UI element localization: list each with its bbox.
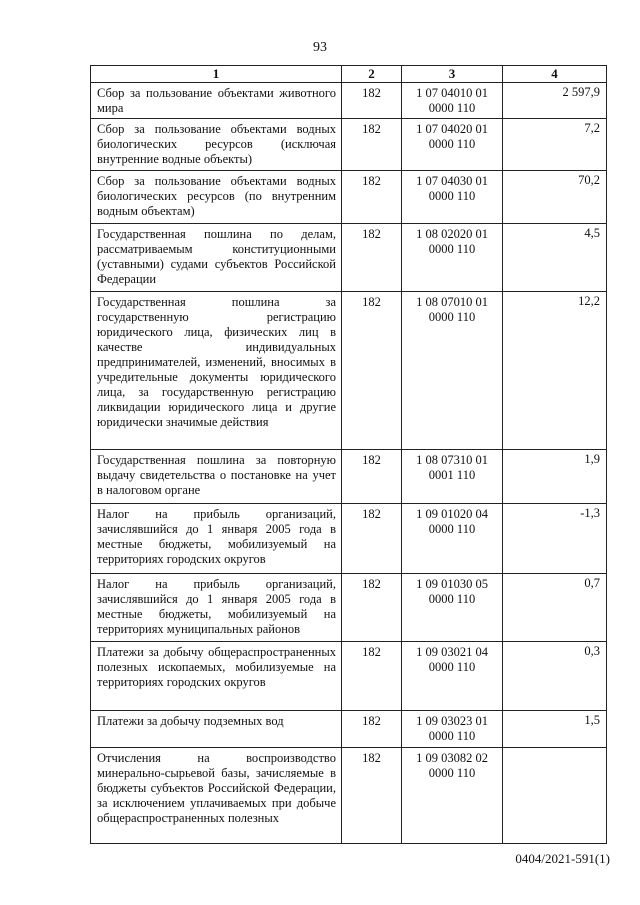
row-amount: 4,5: [503, 224, 607, 292]
row-name: Платежи за добычу подземных вод: [91, 711, 342, 748]
row-budget-code: 1 09 01020 04 0000 110: [402, 504, 503, 574]
row-admin-code: 182: [342, 748, 402, 844]
table-row: [91, 504, 607, 574]
row-budget-code: 1 07 04010 01 0000 110: [402, 83, 503, 119]
column-header-1: 1: [91, 66, 342, 83]
row-admin-code: 182: [342, 711, 402, 748]
row-amount: 1,9: [503, 450, 607, 504]
table-row: [91, 83, 607, 119]
row-name: Сбор за пользование объектами животного мира: [91, 83, 342, 119]
row-amount: [503, 748, 607, 844]
row-admin-code: 182: [342, 224, 402, 292]
row-name: Сбор за пользование объектами водных биологических ресурсов (исключая внутренние водные объекты): [91, 119, 342, 171]
row-admin-code: 182: [342, 504, 402, 574]
row-budget-code: 1 09 03082 02 0000 110: [402, 748, 503, 844]
row-budget-code: 1 08 07310 01 0001 110: [402, 450, 503, 504]
row-admin-code: 182: [342, 119, 402, 171]
row-amount: 0,3: [503, 642, 607, 711]
row-budget-code: 1 09 03021 04 0000 110: [402, 642, 503, 711]
row-name: Отчисления на воспроизводство минерально-сырьевой базы, зачисляемые в бюджеты субъектов Российской Федерации, за исключением уплачиваемых при добыче общераспространенных полезных: [91, 748, 342, 844]
column-header-4: 4: [503, 66, 607, 83]
table-row: [91, 642, 607, 711]
page-number: 93: [313, 40, 327, 55]
table-row: [91, 574, 607, 642]
row-amount: 2 597,9: [503, 83, 607, 119]
row-admin-code: 182: [342, 450, 402, 504]
table-row: [91, 224, 607, 292]
row-name: Налог на прибыль организаций, зачислявшийся до 1 января 2005 года в местные бюджеты, мобилизуемый на территориях муниципальных районов: [91, 574, 342, 642]
row-admin-code: 182: [342, 83, 402, 119]
revenue-table: [90, 65, 607, 844]
row-budget-code: 1 08 02020 01 0000 110: [402, 224, 503, 292]
table-row: [91, 711, 607, 748]
row-amount: 1,5: [503, 711, 607, 748]
row-admin-code: 182: [342, 642, 402, 711]
row-amount: 12,2: [503, 292, 607, 450]
table-row: [91, 748, 607, 844]
row-name: Государственная пошлина за повторную выдачу свидетельства о постановке на учет в налоговом органе: [91, 450, 342, 504]
row-budget-code: 1 09 03023 01 0000 110: [402, 711, 503, 748]
row-amount: -1,3: [503, 504, 607, 574]
row-admin-code: 182: [342, 292, 402, 450]
row-amount: 7,2: [503, 119, 607, 171]
row-amount: 0,7: [503, 574, 607, 642]
row-name: Налог на прибыль организаций, зачислявшийся до 1 января 2005 года в местные бюджеты, мобилизуемый на территориях городских округов: [91, 504, 342, 574]
table-row: [91, 450, 607, 504]
row-budget-code: 1 09 01030 05 0000 110: [402, 574, 503, 642]
table-row: [91, 292, 607, 450]
row-budget-code: 1 07 04020 01 0000 110: [402, 119, 503, 171]
table-row: [91, 171, 607, 224]
row-budget-code: 1 07 04030 01 0000 110: [402, 171, 503, 224]
row-name: Сбор за пользование объектами водных биологических ресурсов (по внутренним водным объектам): [91, 171, 342, 224]
table-header-row: [91, 66, 607, 83]
row-admin-code: 182: [342, 171, 402, 224]
column-header-3: 3: [402, 66, 503, 83]
row-name: Платежи за добычу общераспространенных полезных ископаемых, мобилизуемые на территориях городских округов: [91, 642, 342, 711]
document-code: 0404/2021-591(1): [515, 851, 610, 866]
row-name: Государственная пошлина за государственную регистрацию юридического лица, физических лиц в качестве индивидуальных предпринимателей, изменений, вносимых в учредительные документы юридического лица, за государственную регистрацию ликвидации юридического лица и другие юридически значимые действия: [91, 292, 342, 450]
table-row: [91, 119, 607, 171]
column-header-2: 2: [342, 66, 402, 83]
row-budget-code: 1 08 07010 01 0000 110: [402, 292, 503, 450]
row-name: Государственная пошлина по делам, рассматриваемым конституционными (уставными) судами субъектов Российской Федерации: [91, 224, 342, 292]
row-amount: 70,2: [503, 171, 607, 224]
row-admin-code: 182: [342, 574, 402, 642]
